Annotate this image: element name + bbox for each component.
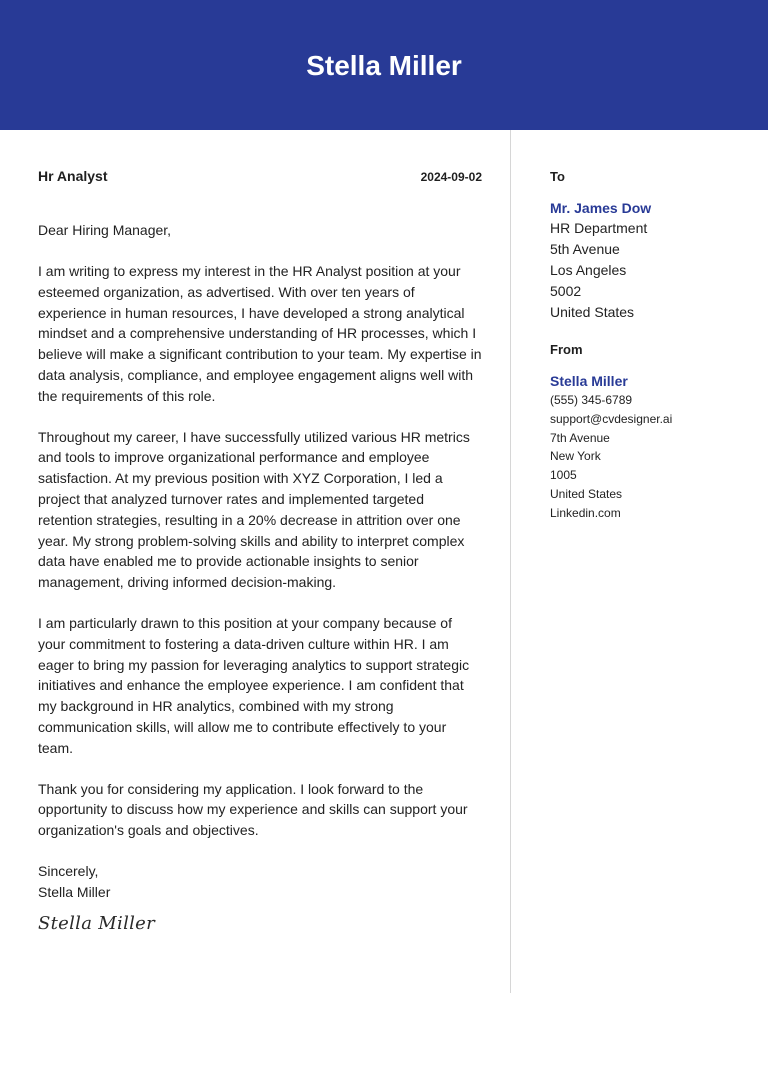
from-heading: From [550,342,583,357]
recipient-name: Mr. James Dow [550,200,652,216]
paragraph-1: I am writing to express my interest in the HR Analyst position at your esteemed organization, as advertised. With over ten years of experience in human resources, I have developed a strong analytical mindset and a comprehensive understanding of HR processes, which I believe will make a significant contribution to your team. My expertise in data analysis, compliance, and employee engagement aligns well with the requirements of this role. [38,263,482,404]
closing-name: Stella Miller [38,883,111,900]
sidebar [550,168,750,523]
title-row [38,168,482,188]
sender-street: 7th Avenue [550,430,610,445]
recipient-street: 5th Avenue [550,241,620,257]
signature: Stella Miller [38,912,156,934]
paragraph-2: Throughout my career, I have successfully utilized various HR metrics and tools to improve organizational performance and employee satisfaction. At my previous position with XYZ Corporation, I led a project that analyzed turnover rates and implemented targeted retention strategies, resulting in a 20% decrease in attrition over one year. My strong problem-solving skills and ability to interpret complex data have enabled me to provide actionable insights to senior management, driving informed decision-making. [38,428,470,591]
closing [38,861,482,903]
sender-zip: 1005 [550,468,577,483]
sender-city: New York [550,449,601,464]
sender-linkedin: Linkedin.com [550,505,621,520]
recipient-country: United States [550,304,635,320]
sender-country: United States [550,486,623,501]
recipient-zip: 5002 [550,283,582,299]
paragraph-4: Thank you for considering my application. I look forward to the opportunity to discuss how my experience and skills can support your organization's goals and objectives. [38,780,468,839]
paragraph-3: I am particularly drawn to this position at your company because of your commitment to fostering a data-driven culture within HR. I am eager to bring my passion for leveraging analytics to support strategic initiatives and enhance the employee experience. I am confident that my background in HR analytics, combined with my strong communication skills, will allow me to contribute effectively to your team. [38,614,470,756]
closing-phrase: Sincerely, [38,862,99,879]
column-divider [510,130,511,993]
to-heading: To [550,169,565,184]
letter-body [38,168,482,934]
job-title: Hr Analyst [38,168,108,184]
salutation: Dear Hiring Manager, [38,222,172,238]
recipient-department: HR Department [550,220,648,236]
header-banner [0,0,768,130]
applicant-name: Stella Miller [306,50,462,81]
sender-phone: (555) 345-6789 [550,393,633,407]
recipient-city: Los Angeles [550,262,627,278]
sender-name: Stella Miller [550,373,628,389]
sender-email: support@cvdesigner.ai [550,411,673,426]
letter-date: 2024-09-02 [420,170,482,184]
